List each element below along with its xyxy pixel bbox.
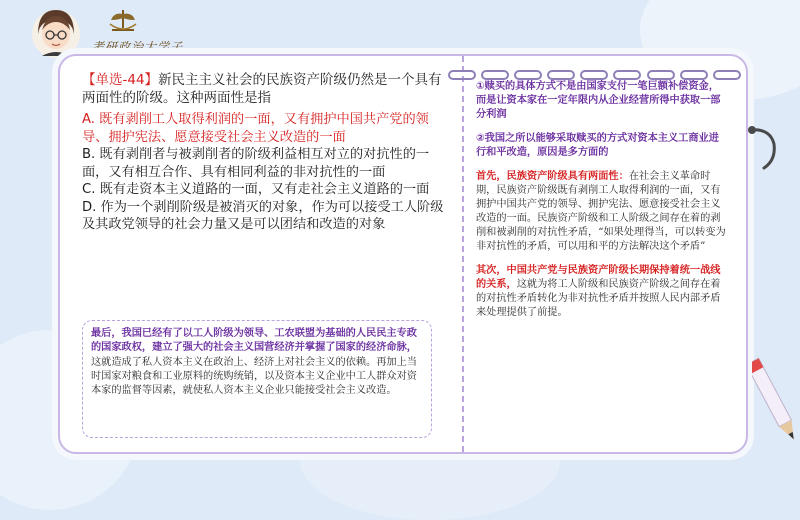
option-d: D. 作为一个剥削阶级是被消灭的对象，作为可以接受工人阶级及其政党领导的社会力量又是可以团结和改造的对象 — [82, 199, 444, 232]
reason-first — [476, 170, 726, 254]
point-two: ②我国之所以能够采取赎买的方式对资本主义工商业进行和平改造，原因是多方面的 — [476, 133, 719, 158]
ring-binder-icon — [448, 68, 476, 82]
brand-name: 考研政治大学子 — [92, 40, 184, 54]
question-tag: 【单选-44】 — [82, 72, 159, 88]
reason-second-heading: 其次，中国共产党与民族资产阶级长期保持着统一战线的关系， — [476, 265, 721, 290]
notebook-card — [58, 54, 748, 454]
brand-logo — [14, 2, 184, 60]
explanation-box-left — [82, 320, 432, 438]
question-stem-text: 新民主主义社会的民族资产阶级仍然是一个具有两面性的阶级。这种两面性是指 — [82, 72, 442, 106]
option-c: C. 既有走资本主义道路的一面，又有走社会主义道路的一面 — [82, 182, 430, 197]
option-a-correct: A. 既有剥削工人取得利润的一面，又有拥护中国共产党的领导、拥护宪法、愿意接受社会主义改造的一面 — [82, 112, 429, 145]
brand-emblem-icon — [106, 8, 140, 34]
question-block — [82, 72, 446, 234]
explanation-column-right — [476, 80, 726, 330]
pencil-icon — [752, 352, 796, 448]
reason-first-body: 在社会主义革命时期，民族资产阶级既有剥削工人取得利润的一面，又有拥护中国共产党的领导、拥护宪法、愿意接受社会主义改造的一面。民族资产阶级和工人阶级之间存在着的剥削和被剥削的对抗性矛盾，“如果处理得当，可以转变为非对抗性的矛盾，可以用和平的方法解决这个矛盾” — [476, 171, 726, 252]
reason-second-body: 这就为将工人阶级和民族资产阶级之间存在着的对抗性矛盾转化为非对抗性矛盾并按照人民内部矛盾来处理提供了前提。 — [476, 279, 721, 318]
option-b: B. 既有剥削者与被剥削者的阶级利益相互对立的对抗性的一面，又有相互合作、具有相同利益的非对抗性的一面 — [82, 147, 430, 180]
avatar-icon — [28, 4, 84, 60]
explanation-highlight: 最后，我国已经有了以工人阶级为领导、工农联盟为基础的人民民主专政的国家政权，建立了强大的社会主义国营经济并掌握了国家的经济命脉， — [91, 328, 417, 354]
page-divider — [462, 56, 464, 452]
reason-first-heading: 首先，民族资产阶级具有两面性： — [476, 171, 629, 182]
explanation-body: 这就造成了私人资本主义在政治上、经济上对社会主义的依赖。再加上当时国家对粮食和工业原料的统购统销，以及资本主义企业中工人群众对资本家的监督等因素，就使私人资本主义企业只能接受社会主义改造。 — [91, 356, 417, 397]
pushpin-icon — [744, 110, 784, 190]
point-one: ①赎买的具体方式不是由国家支付一笔巨额补偿资金，而是让资本家在一定年限内从企业经营所得中获取一部分利润 — [476, 81, 721, 120]
reason-second — [476, 264, 726, 320]
question-stem — [82, 72, 446, 107]
